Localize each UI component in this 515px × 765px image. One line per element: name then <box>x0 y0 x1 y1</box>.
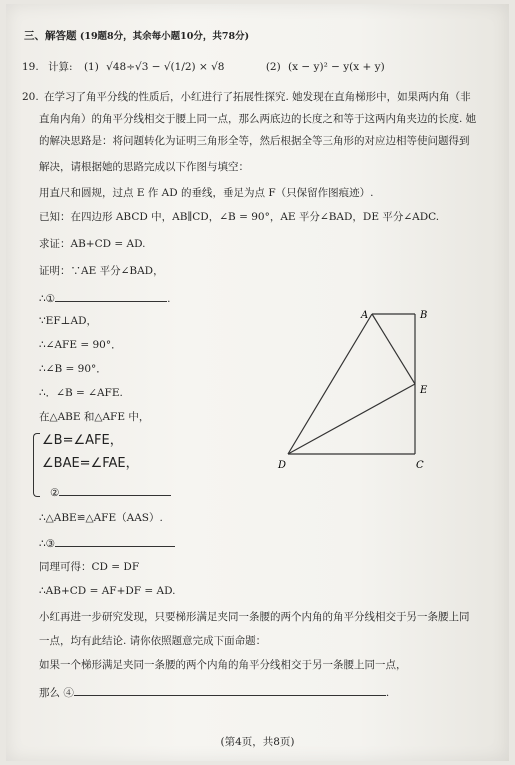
section-note: (19题8分，其余每小题10分，共78分) <box>79 31 250 42</box>
q20-further-3: 如果一个梯形满足夹同一条腰的两个内角的角平分线相交于另一条腰上同一点， <box>39 659 407 671</box>
q20-proof-start: 证明：∵AE 平分∠BAD， <box>39 265 164 277</box>
label-a: A <box>361 310 369 321</box>
q20-step10: ∴AB+CD = AF+DF = AD. <box>39 585 176 597</box>
segment-de <box>288 384 415 454</box>
q20-step1: ∴① . <box>39 290 170 306</box>
q20-further-2: 一点，均有此结论. 请你依照题意完成下面命题： <box>39 635 267 647</box>
q20-further-1: 小红再进一步研究发现，只要梯形满足夹同一条腰的两个内角的角平分线相交于另一条腰上同 <box>39 611 470 623</box>
brace-line-3 <box>50 484 171 500</box>
q20-construct: 用直尺和圆规，过点 E 作 AD 的垂线，垂足为点 F（只保留作图痕迹）. <box>39 187 374 199</box>
q20-intro-line-4: 解决，请根据她的思路完成以下作图与填空： <box>39 161 249 173</box>
label-d: D <box>278 460 287 471</box>
q20-step3: ∴∠AFE = 90°． <box>39 339 122 351</box>
section-heading <box>24 29 249 44</box>
q20-step6: 在△ABE 和△AFE 中， <box>39 411 150 423</box>
brace3-label: ② <box>50 487 60 499</box>
q20-step4: ∴∠B = 90°． <box>39 363 107 375</box>
q20-step7: ∴△ABE≌△AFE（AAS）. <box>39 512 163 524</box>
label-b: B <box>420 310 428 321</box>
q20-given: 已知：在四边形 ABCD 中，AB∥CD，∠B = 90°，AE 平分∠BAD，DE 平分∠ADC. <box>39 211 440 223</box>
brace-line-1: ∠B=∠AFE， <box>42 433 123 448</box>
q20-number: 20. <box>22 91 39 103</box>
step1-text: ∴① <box>39 293 56 305</box>
system-brace <box>33 433 40 497</box>
question-19 <box>22 60 385 74</box>
q20-step8 <box>39 535 175 551</box>
q20-step5: ∴．∠B = ∠AFE. <box>39 387 123 399</box>
q20-intro-line-2: 直角内角）的角平分线相交于腰上同一点，那么两底边的长度之和等于这两内角夹边的长度. 她 <box>39 113 477 125</box>
q20-step9: 同理可得：CD = DF <box>39 561 140 573</box>
q19-part2-expr: (x − y)² − y(x + y) <box>288 61 385 73</box>
q20-intro-line-3: 的解决思路是：将问题转化为证明三角形全等，然后根据全等三角形的对应边相等使问题得到 <box>39 135 470 147</box>
q20-intro-line-1: 在学习了角平分线的性质后，小红进行了拓展性探究. 她发现在直角梯形中，如果两内角（非 <box>44 91 471 103</box>
label-e: E <box>420 385 428 396</box>
page-footer: (第4页，共8页) <box>220 736 295 748</box>
blank-1[interactable] <box>55 290 167 302</box>
segment-ad <box>288 314 372 454</box>
section-title: 三、解答题 <box>24 30 77 42</box>
q19-number: 19. <box>22 61 39 73</box>
q19-part2-label: (2) <box>265 61 281 73</box>
label-c: C <box>416 460 424 471</box>
then-text: 那么 ④ <box>39 687 74 699</box>
trapezoid-figure <box>270 300 430 475</box>
q19-part1-label: (1) <box>83 61 99 73</box>
blank-4[interactable] <box>74 684 386 696</box>
q20-step2: ∵EF⊥AD， <box>39 315 98 327</box>
q20-prove: 求证：AB+CD = AD. <box>39 238 146 250</box>
blank-2[interactable] <box>59 484 171 496</box>
blank-3[interactable] <box>55 535 175 547</box>
brace-line-2: ∠BAE=∠FAE， <box>42 456 139 471</box>
q19-label: 计算: <box>48 61 73 73</box>
q19-part1-expr: √48÷√3 − √(1/2) × √8 <box>106 61 225 73</box>
q20-then: 那么 ④ . <box>39 684 389 700</box>
step8-text: ∴③ <box>39 538 56 550</box>
segment-ae <box>372 314 415 384</box>
